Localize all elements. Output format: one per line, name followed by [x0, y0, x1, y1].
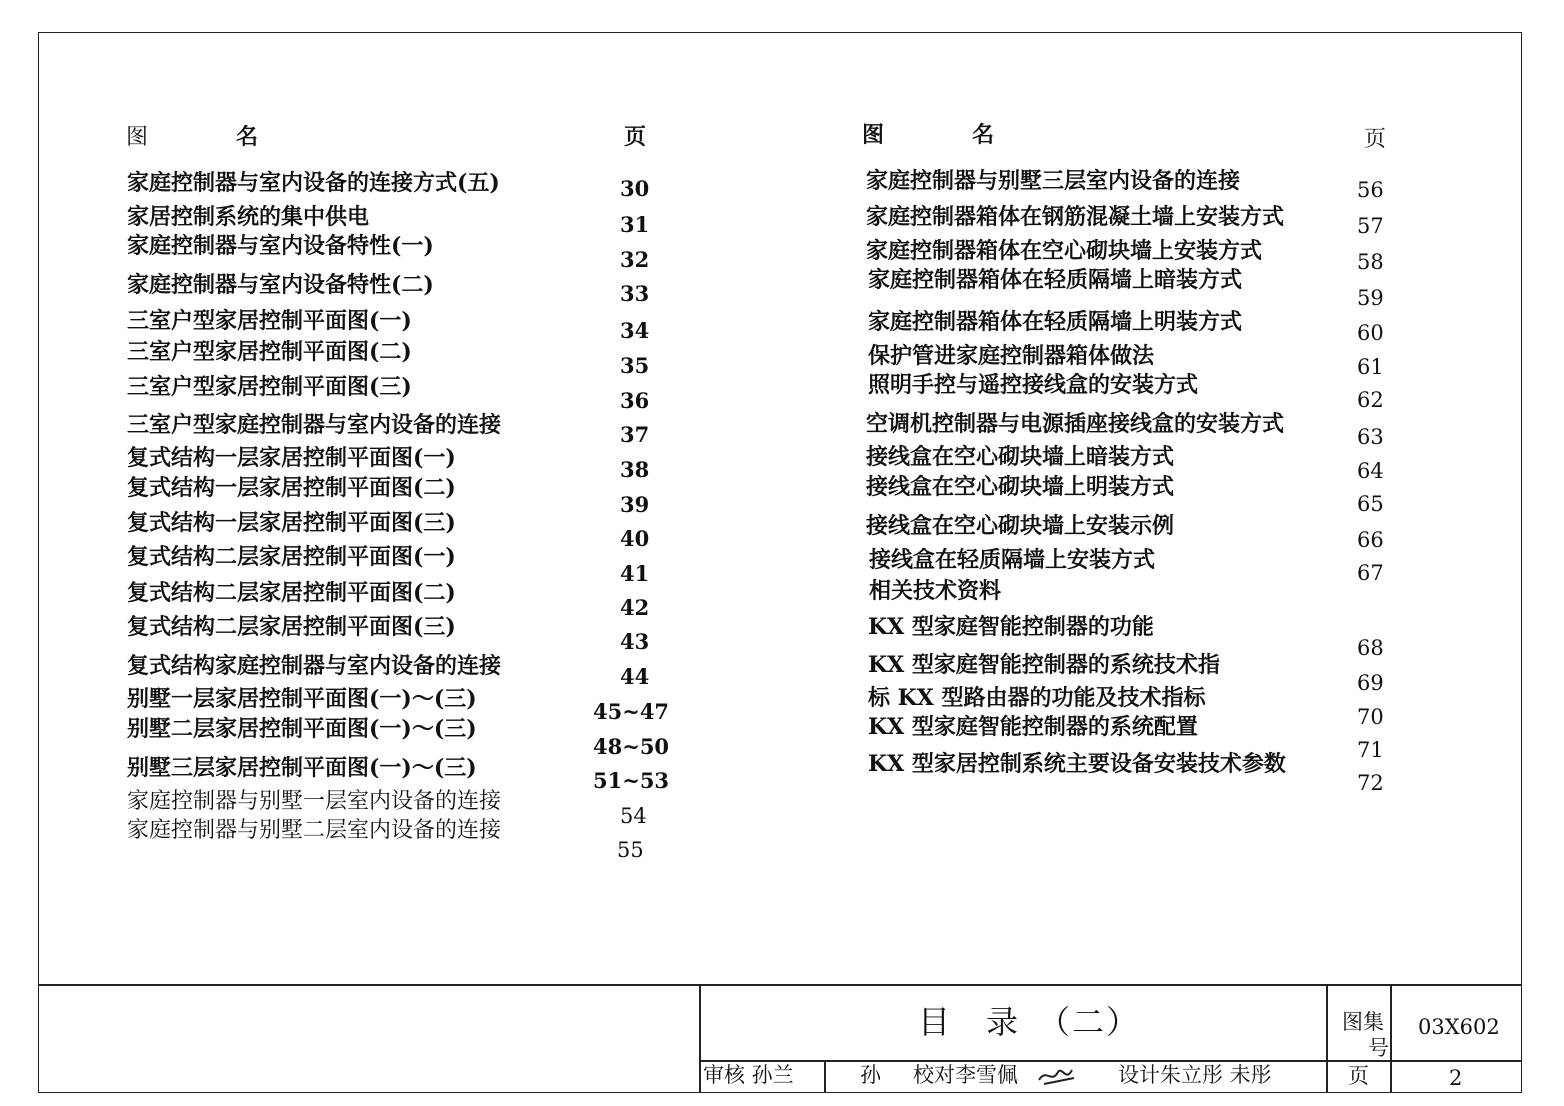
title-block-divider [824, 1060, 826, 1093]
toc-entry-page: 32 [620, 247, 650, 272]
toc-entry-name: 接线盒在空心砌块墙上暗装方式 [866, 444, 1175, 470]
toc-entry-page: 63 [1357, 425, 1384, 449]
toc-entry-page: 64 [1357, 459, 1384, 483]
toc-entry-name: 家庭控制器与别墅一层室内设备的连接 [127, 789, 502, 814]
atlas-number: 03X602 [1418, 1015, 1500, 1039]
atlas-label: 图集 [1342, 1010, 1384, 1034]
toc-entry-name: 三室户型家居控制平面图(三) [127, 374, 412, 400]
left-header-name-2: 名 [236, 124, 259, 150]
toc-entry-page: 48~50 [593, 734, 670, 759]
title-block-top-rule [38, 984, 1522, 986]
toc-entry-page: 34 [620, 318, 650, 343]
toc-entry-name: 家庭控制器箱体在空心砌块墙上安装方式 [866, 238, 1263, 264]
toc-entry-page: 51~53 [593, 768, 670, 793]
toc-section-name: 相关技术资料 [869, 578, 1002, 604]
reviewer: 审核 孙兰 [703, 1063, 794, 1087]
page-number: 2 [1449, 1066, 1463, 1090]
toc-entry-name: 标 KX 型路由器的功能及技术指标 [868, 685, 1206, 711]
toc-entry-page: 54 [620, 804, 647, 828]
toc-entry-page: 70 [1357, 705, 1384, 729]
left-header-name-1: 图 [126, 125, 149, 150]
toc-entry-name: 家庭控制器与室内设备的连接方式(五) [127, 170, 500, 196]
toc-entry-name: 家居控制系统的集中供电 [127, 204, 370, 230]
toc-entry-page: 41 [620, 561, 650, 586]
toc-entry-name: 接线盒在空心砌块墙上安装示例 [866, 513, 1175, 539]
toc-entry-name: 家庭控制器箱体在轻质隔墙上暗装方式 [868, 267, 1243, 293]
toc-entry-name: 家庭控制器与室内设备特性(二) [127, 272, 434, 298]
toc-entry-page: 72 [1357, 771, 1384, 795]
toc-entry-page: 69 [1357, 671, 1384, 695]
toc-entry-name: 复式结构家庭控制器与室内设备的连接 [127, 653, 502, 679]
toc-entry-name: 三室户型家庭控制器与室内设备的连接 [127, 412, 502, 438]
toc-entry-page: 56 [1357, 178, 1384, 202]
drawing-title: 目 录 （二） [918, 1003, 1141, 1041]
toc-entry-name: KX 型家居控制系统主要设备安装技术参数 [868, 751, 1286, 777]
toc-entry-name: 接线盒在空心砌块墙上明装方式 [866, 474, 1175, 500]
right-header-name-2: 名 [972, 122, 995, 148]
toc-entry-page: 44 [620, 664, 650, 689]
title-block-mid-rule [699, 1060, 1522, 1062]
toc-entry-page: 31 [620, 212, 650, 237]
toc-entry-page: 30 [620, 176, 650, 201]
toc-entry-page: 55 [617, 838, 644, 862]
toc-entry-name: 复式结构一层家居控制平面图(一) [127, 445, 456, 471]
title-block-divider [1390, 984, 1392, 1093]
toc-entry-page: 59 [1357, 286, 1384, 310]
toc-entry-name: 家庭控制器箱体在轻质隔墙上明装方式 [868, 309, 1243, 335]
toc-entry-page: 33 [620, 281, 650, 306]
toc-entry-page: 68 [1357, 636, 1384, 660]
page-label: 页 [1348, 1064, 1369, 1088]
toc-entry-page: 37 [620, 422, 650, 447]
toc-entry-page: 43 [620, 629, 650, 654]
toc-entry-name: 复式结构二层家居控制平面图(一) [127, 544, 456, 570]
toc-entry-name: 保护管进家庭控制器箱体做法 [868, 343, 1155, 369]
proofreader-signature-icon [1036, 1060, 1080, 1090]
toc-entry-page: 42 [620, 595, 650, 620]
toc-entry-name: 照明手控与遥控接线盒的安装方式 [868, 372, 1199, 398]
toc-entry-name: 别墅一层家居控制平面图(一)～(三) [127, 686, 477, 712]
toc-entry-name: 家庭控制器箱体在钢筋混凝土墙上安装方式 [866, 204, 1285, 230]
right-header-page: 页 [1364, 127, 1387, 152]
atlas-label: 号 [1368, 1036, 1389, 1060]
toc-entry-name: 别墅三层家居控制平面图(一)～(三) [127, 755, 477, 781]
toc-entry-page: 67 [1357, 561, 1384, 585]
title-block-divider [699, 984, 701, 1093]
toc-entry-page: 61 [1357, 355, 1384, 379]
toc-entry-name: KX 型家庭智能控制器的系统配置 [868, 714, 1198, 740]
toc-entry-page: 66 [1357, 528, 1384, 552]
toc-entry-page: 40 [620, 526, 650, 551]
toc-entry-page: 62 [1357, 388, 1384, 412]
toc-entry-name: 复式结构二层家居控制平面图(三) [127, 614, 456, 640]
toc-entry-name: 复式结构一层家居控制平面图(二) [127, 475, 456, 501]
toc-entry-name: 复式结构一层家居控制平面图(三) [127, 510, 456, 536]
toc-entry-name: 接线盒在轻质隔墙上安装方式 [869, 547, 1156, 573]
left-header-page: 页 [624, 124, 647, 150]
toc-entry-page: 57 [1357, 214, 1384, 238]
toc-entry-name: 家庭控制器与室内设备特性(一) [127, 233, 434, 259]
toc-entry-page: 45~47 [593, 699, 670, 724]
toc-entry-name: 别墅二层家居控制平面图(一)～(三) [127, 716, 477, 742]
toc-entry-page: 35 [620, 353, 650, 378]
title-block-divider [1326, 984, 1328, 1093]
toc-entry-page: 36 [620, 388, 650, 413]
toc-entry-name: 家庭控制器与别墅三层室内设备的连接 [866, 168, 1241, 194]
reviewer-signature: 孙 [860, 1063, 881, 1087]
proofreader: 校对李雪佩 [913, 1063, 1018, 1087]
toc-entry-name: 家庭控制器与别墅二层室内设备的连接 [127, 818, 502, 843]
toc-entry-page: 65 [1357, 492, 1384, 516]
toc-entry-name: 三室户型家居控制平面图(一) [127, 308, 412, 334]
toc-entry-page: 39 [620, 492, 650, 517]
designer: 设计朱立彤 未彤 [1118, 1063, 1272, 1087]
right-header-name-1: 图 [862, 122, 885, 148]
toc-entry-page: 60 [1357, 321, 1384, 345]
toc-entry-name: KX 型家庭智能控制器的功能 [868, 614, 1154, 640]
toc-entry-name: 三室户型家居控制平面图(二) [127, 339, 412, 365]
toc-entry-name: KX 型家庭智能控制器的系统技术指 [868, 652, 1220, 678]
toc-entry-page: 58 [1357, 250, 1384, 274]
toc-entry-page: 38 [620, 457, 650, 482]
toc-entry-name: 空调机控制器与电源插座接线盒的安装方式 [866, 411, 1285, 437]
toc-entry-page: 71 [1357, 738, 1384, 762]
toc-entry-name: 复式结构二层家居控制平面图(二) [127, 580, 456, 606]
